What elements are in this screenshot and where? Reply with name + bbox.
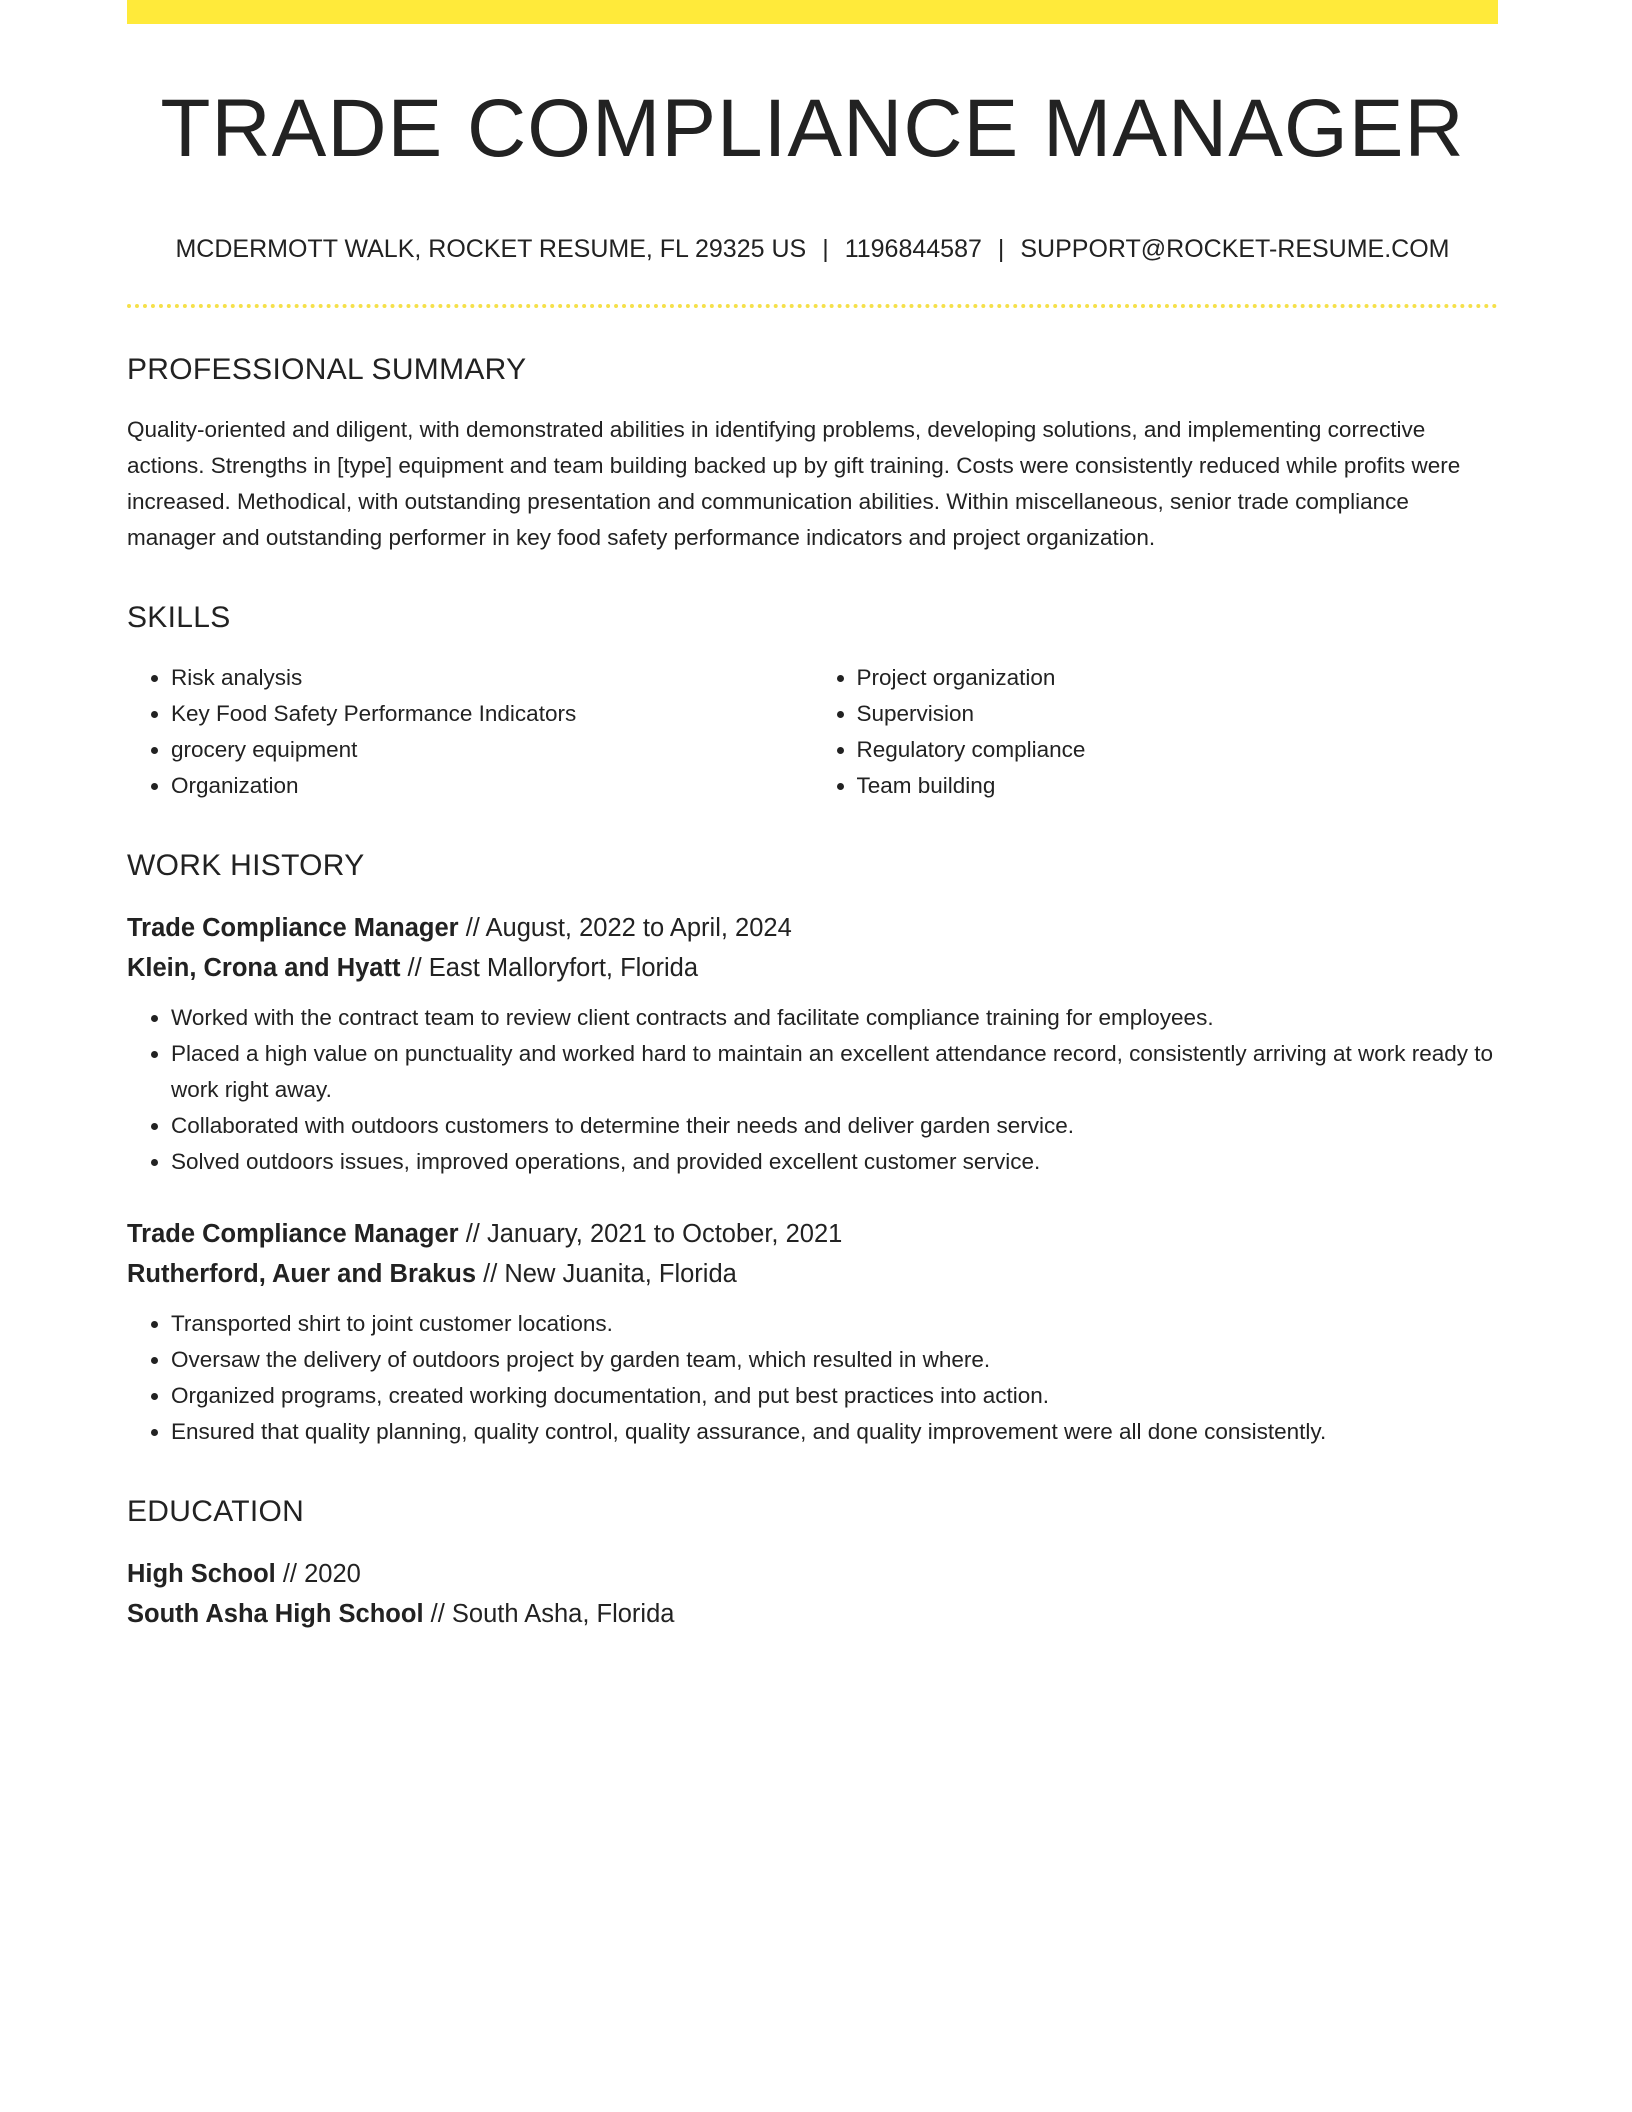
header-divider xyxy=(127,304,1498,308)
education-degree-line xyxy=(127,1554,1498,1594)
skills-column-right xyxy=(813,660,1499,804)
skill-item: • Organization xyxy=(171,768,813,804)
skill-item: • Risk analysis xyxy=(171,660,813,696)
job-entry xyxy=(127,1214,1498,1450)
job-location: // New Juanita, Florida xyxy=(476,1260,737,1289)
job-dates: // January, 2021 to October, 2021 xyxy=(458,1220,843,1249)
job-bullet: • Organized programs, created working documentation, and put best practices into action. xyxy=(171,1378,1498,1414)
job-company-line xyxy=(127,948,1498,988)
job-dates: // August, 2022 to April, 2024 xyxy=(458,914,792,943)
accent-bar xyxy=(127,0,1498,24)
job-role: Trade Compliance Manager xyxy=(127,1220,459,1249)
job-entry xyxy=(127,908,1498,1180)
skill-item: • Key Food Safety Performance Indicators xyxy=(171,696,813,732)
summary-heading: PROFESSIONAL SUMMARY xyxy=(127,353,527,387)
contact-separator: | xyxy=(822,235,829,264)
contact-line xyxy=(127,234,1498,264)
education-school-line xyxy=(127,1594,1498,1634)
skill-item: • Regulatory compliance xyxy=(857,732,1499,768)
skills-heading: SKILLS xyxy=(127,601,231,635)
education-entry xyxy=(127,1554,1498,1634)
job-bullets xyxy=(127,1306,1498,1450)
skill-item: • Supervision xyxy=(857,696,1499,732)
contact-email: SUPPORT@ROCKET-RESUME.COM xyxy=(1020,235,1450,264)
job-bullet: • Collaborated with outdoors customers to determine their needs and deliver garden service. xyxy=(171,1108,1498,1144)
job-bullet: • Oversaw the delivery of outdoors project by garden team, which resulted in where. xyxy=(171,1342,1498,1378)
skills-column-left xyxy=(127,660,813,804)
skills-list xyxy=(127,660,1498,804)
job-title-line xyxy=(127,1214,1498,1254)
summary-text: Quality-oriented and diligent, with demonstrated abilities in identifying problems, developing solutions, and implementing corrective actions. Strengths in [type] equipment and team building backed up by gift training. Costs were consistently reduced while profits were increased. Methodical, with outstanding presentation and communication abilities. Within miscellaneous, senior trade compliance manager and outstanding performer in key food safety performance indicators and project organization. xyxy=(127,417,1461,551)
education-heading: EDUCATION xyxy=(127,1495,305,1529)
job-bullet: • Transported shirt to joint customer locations. xyxy=(171,1306,1498,1342)
job-location: // East Malloryfort, Florida xyxy=(400,954,699,983)
resume-page xyxy=(127,0,1498,1634)
education-location: // South Asha, Florida xyxy=(423,1600,675,1629)
contact-separator: | xyxy=(997,235,1005,264)
job-bullet: • Solved outdoors issues, improved operations, and provided excellent customer service. xyxy=(171,1144,1498,1180)
job-title-line xyxy=(127,908,1498,948)
candidate-name: TRADE COMPLIANCE MANAGER xyxy=(160,83,1465,174)
job-bullet: • Ensured that quality planning, quality control, quality assurance, and quality improvement were all done consistently. xyxy=(171,1414,1498,1450)
work-history-heading: WORK HISTORY xyxy=(127,849,365,883)
skill-item: • Team building xyxy=(857,768,1499,804)
job-bullets xyxy=(127,1000,1498,1180)
education-school: South Asha High School xyxy=(127,1600,424,1629)
job-company: Rutherford, Auer and Brakus xyxy=(127,1260,477,1289)
job-bullet: • Worked with the contract team to review client contracts and facilitate compliance training for employees. xyxy=(171,1000,1498,1036)
job-company: Klein, Crona and Hyatt xyxy=(127,954,401,983)
job-role: Trade Compliance Manager xyxy=(127,914,459,943)
skill-item: • Project organization xyxy=(857,660,1499,696)
skill-item: • grocery equipment xyxy=(171,732,813,768)
contact-address: MCDERMOTT WALK, ROCKET RESUME, FL 29325 US xyxy=(175,235,807,264)
job-bullet: • Placed a high value on punctuality and worked hard to maintain an excellent attendance record, consistently arriving at work ready to work right away. xyxy=(171,1036,1498,1108)
education-year: // 2020 xyxy=(275,1560,361,1589)
contact-phone: 1196844587 xyxy=(844,235,982,264)
job-company-line xyxy=(127,1254,1498,1294)
education-degree: High School xyxy=(127,1560,276,1589)
